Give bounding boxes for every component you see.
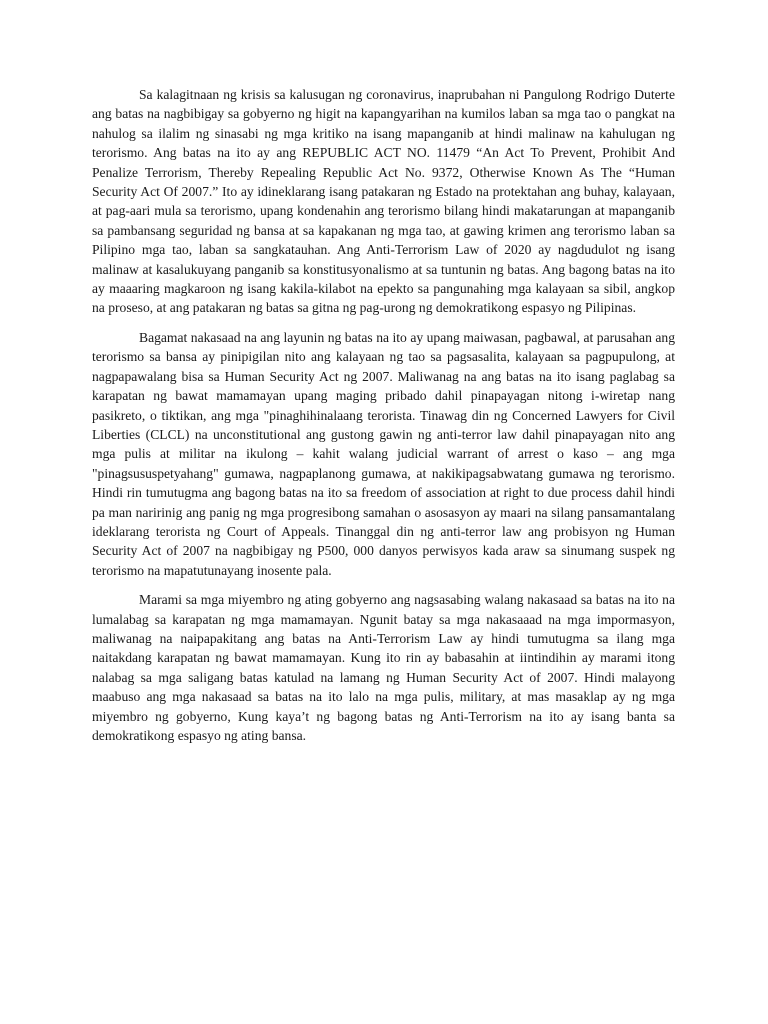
document-body [92,85,675,755]
paragraph-2: Bagamat nakasaad na ang layunin ng batas na ito ay upang maiwasan, pagbawal, at parusahan ang terorismo sa bansa ay pinipigilan nito ang kalayaan ng tao sa pagsasalita, kalayaan sa pagpupulong, at nagpapawalang bisa sa Human Security Act ng 2007. Maliwanag na ang batas na ito isang paglabag sa karapatan ng bawat mamamayan upang maging pribado dahil pinapayagan nitong i-wiretap nang pasikreto, o tiktikan, ang mga "pinaghihinalaang terorista. Tinawag din ng Concerned Lawyers for Civil Liberties (CLCL) na unconstitutional ang gustong gawin ng anti-terror law dahil pinapayagan nito ang mga pulis at militar na ikulong – kahit walang judicial warrant of arrest o kaso – ang mga "pinagsususpetyahang" gumawa, nagpaplanong gumawa, at nakikipagsabwatang gumawa ng terorismo. Hindi rin tumutugma ang bagong batas na ito sa freedom of association at right to due process dahil hindi pa man naririnig ang panig ng mga progresibong samahan o asosasyon ay maari na silang pansamantalang ideklarang terorista ng Court of Appeals. Tinanggal din ng anti-terror law ang probisyon ng Human Security Act of 2007 na nagbibigay ng P500, 000 danyos perwisyos kada araw sa sinumang suspek ng terorismo na mapatutunayang inosente pala. [92,329,675,578]
paragraph-1: Sa kalagitnaan ng krisis sa kalusugan ng coronavirus, inaprubahan ni Pangulong Rodrigo Duterte ang batas na nagbibigay sa gobyerno ng higit na kapangyarihan na kumilos laban sa mga tao o pangkat na nahulog sa ilalim ng sinasabi ng mga kritiko na isang mapanganib at hindi malinaw na kahulugan ng terorismo. Ang batas na ito ay ang REPUBLIC ACT NO. 11479 “An Act To Prevent, Prohibit And Penalize Terrorism, Thereby Repealing Republic Act No. 9372, Otherwise Known As The “Human Security Act Of 2007.” Ito ay idineklarang isang patakaran ng Estado na protektahan ang buhay, kalayaan, at pag-aari mula sa terorismo, upang kondenahin ang terorismo bilang hindi makatarungan at mapanganib sa pambansang seguridad ng bansa at sa kapakanan ng mga tao, at gawing krimen ang terorismo laban sa Pilipino mga tao, laban sa sangkatauhan. Ang Anti-Terrorism Law of 2020 ay nagdudulot ng isang malinaw at kasalukuyang panganib sa konstitusyonalismo at sa tuntunin ng batas. Ang bagong batas na ito ay maaaring magkaroon ng isang kakila-kilabot na epekto sa pangunahing mga kalayaan sa sibil, angkop na proseso, at ang patakaran ng batas sa gitna ng pag-urong ng demokratikong espasyo ng Pilipinas. [92,87,675,316]
paragraph-3: Marami sa mga miyembro ng ating gobyerno ang nagsasabing walang nakasaad sa batas na ito na lumalabag sa karapatan ng mga mamamayan. Ngunit batay sa mga nakasaaad na mga impormasyon, maliwanag na naipapakitang ang batas na Anti-Terrorism Law ay hindi tumutugma sa ilang mga naitakdang karapatan ng bawat mamamayan. Kung ito rin ay babasahin at iintindihin ay marami itong nalabag sa mga saligang batas katulad na lamang ng Human Security Act of 2007. Hindi malayong maabuso ang mga nakasaad sa batas na ito lalo na mga pulis, military, at mas masaklap ay ng mga miyembro ng gobyerno, Kung kaya’t ng bagong batas ng Anti-Terrorism na ito ay isang banta sa demokratikong espasyo ng ating bansa. [92,592,675,743]
